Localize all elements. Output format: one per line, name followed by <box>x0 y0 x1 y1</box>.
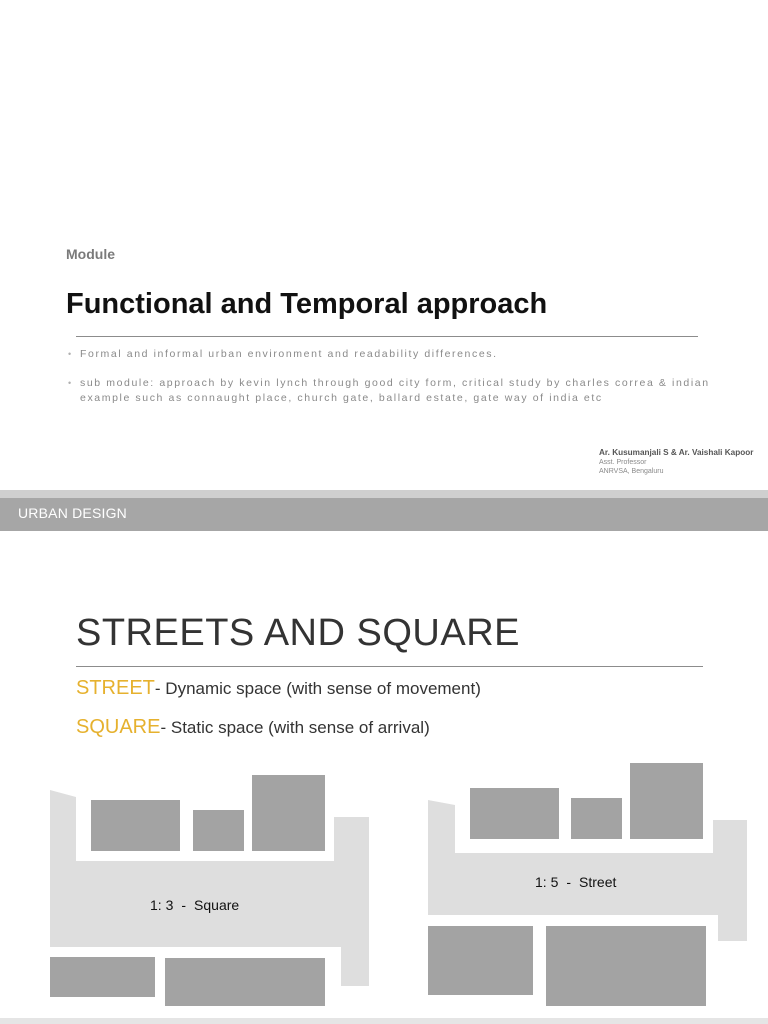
bullet-dot-icon: • <box>68 349 73 359</box>
definition-text: - Dynamic space (with sense of movement) <box>154 679 481 698</box>
definition-text: - Static space (with sense of arrival) <box>160 718 430 737</box>
building-block <box>630 763 703 839</box>
ratio-label: 1: 5 - Street <box>535 874 617 890</box>
building-block <box>571 798 622 839</box>
definition-term: SQUARE <box>76 716 161 738</box>
author-institution: ANRVSA, Bengaluru <box>599 468 664 475</box>
street-diagram <box>428 763 747 1006</box>
building-block <box>470 788 559 839</box>
building-block <box>91 800 180 851</box>
title-divider <box>76 336 698 337</box>
ratio-label: 1: 3 - Square <box>150 897 240 913</box>
building-block <box>546 926 706 1006</box>
streets-square-diagram <box>0 755 768 1024</box>
bullet-item <box>68 347 758 362</box>
author-role: Asst. Professor <box>599 459 647 466</box>
definition-square <box>76 716 430 739</box>
ratio-value: 1: 3 <box>150 897 174 913</box>
footer-band <box>0 490 768 498</box>
building-block <box>428 926 533 995</box>
ratio-value: 1: 5 <box>535 874 559 890</box>
bullet-item <box>68 376 758 406</box>
definition-term: STREET <box>76 677 155 699</box>
slide-title: Functional and Temporal approach <box>66 288 548 320</box>
square-diagram <box>50 775 369 1006</box>
bullet-dot-icon: • <box>68 378 73 388</box>
author-name: Ar. Kusumanjali S & Ar. Vaishali Kapoor <box>599 448 754 457</box>
bullet-text: sub module: approach by kevin lynch through good city form, critical study by charles correa & indian example such as connaught place, church gate, ballard estate, gate way of india etc <box>80 377 710 404</box>
bullet-text: Formal and informal urban environment and readability differences. <box>80 348 498 360</box>
definition-street <box>76 677 481 700</box>
building-block <box>193 810 244 851</box>
slide-title: STREETS AND SQUARE <box>76 612 520 654</box>
module-label: Module <box>66 246 115 262</box>
ratio-type: Street <box>579 874 617 890</box>
building-block <box>252 775 325 851</box>
building-block <box>50 957 155 997</box>
bottom-strip <box>0 1018 768 1024</box>
footer-label: URBAN DESIGN <box>18 505 127 521</box>
building-block <box>165 958 325 1006</box>
ratio-type: Square <box>194 897 240 913</box>
title-divider <box>76 666 703 667</box>
